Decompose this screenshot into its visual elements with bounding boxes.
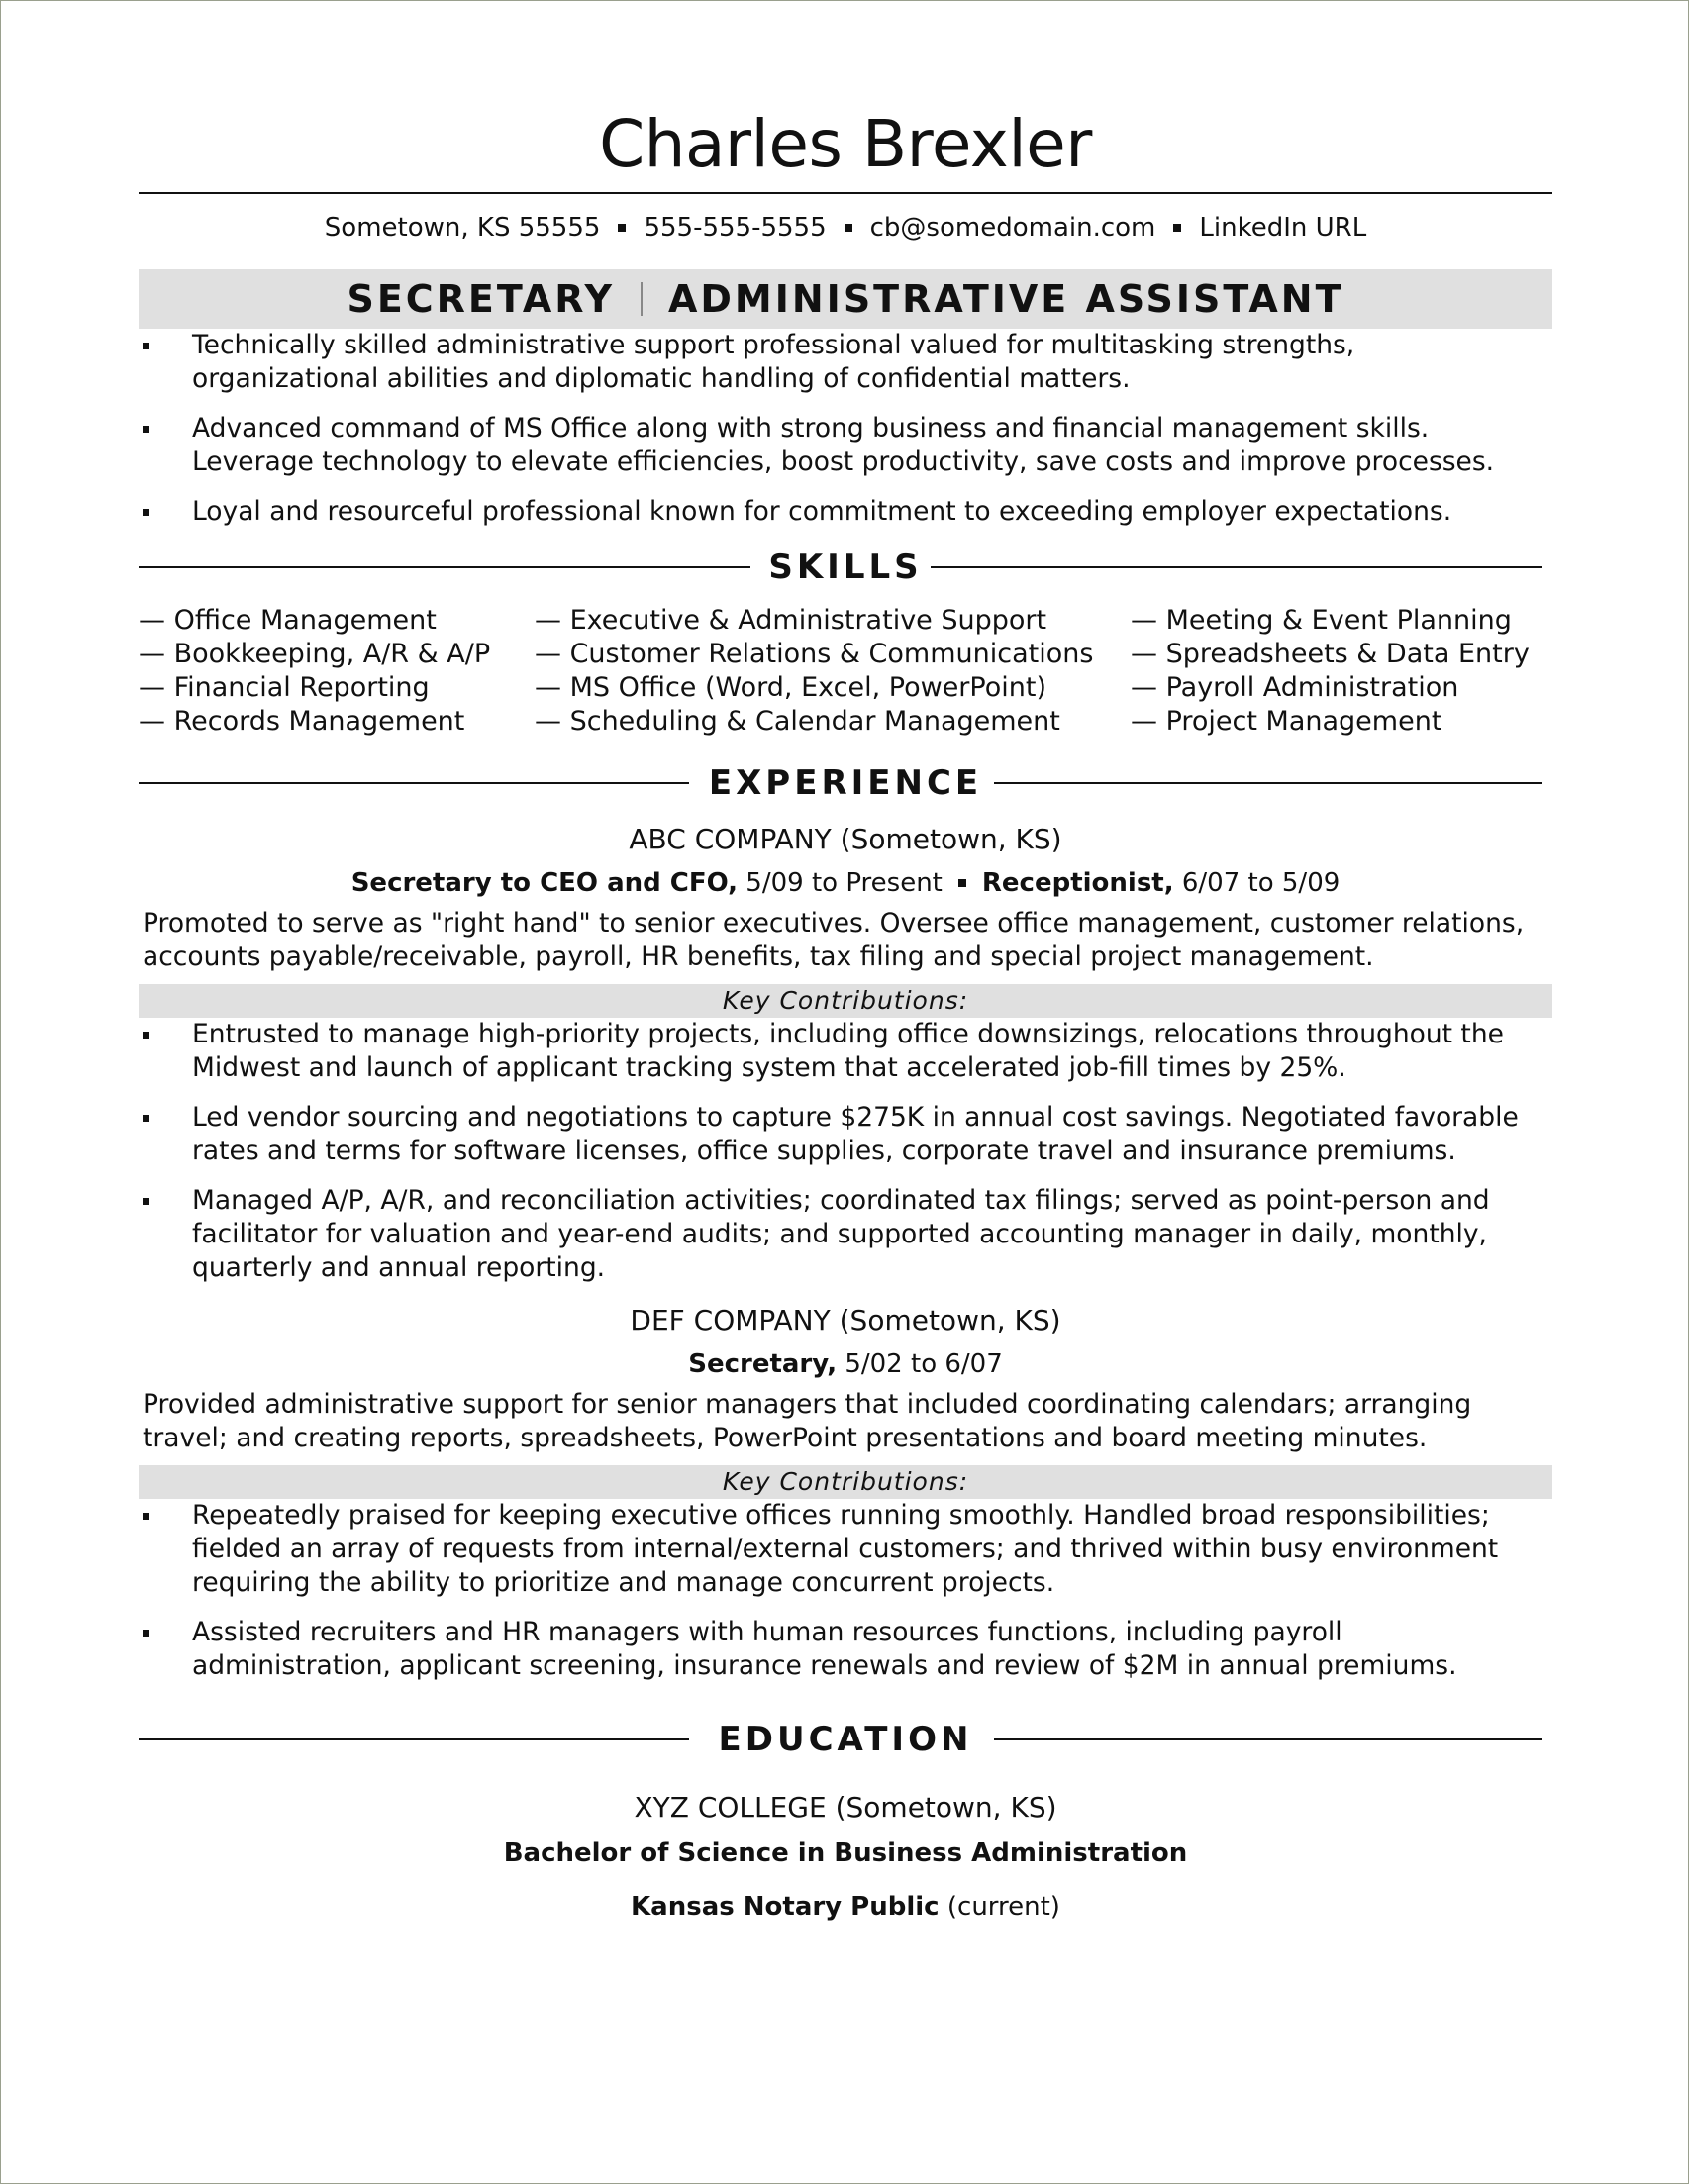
job-company: DEF COMPANY (Sometown, KS) (630, 1304, 1061, 1337)
role-dates: 5/09 to Present (738, 868, 943, 898)
role-title: Secretary to CEO and CFO, (350, 868, 739, 898)
bullet-square-icon (143, 1198, 149, 1205)
skill-item: — Meeting & Event Planning (1131, 605, 1512, 636)
skill-item: — Bookkeeping, A/R & A/P (139, 639, 491, 669)
skill-item: — MS Office (Word, Excel, PowerPoint) (535, 672, 1046, 703)
contact-phone: 555-555-5555 (644, 213, 827, 243)
title-divider (641, 282, 643, 316)
contribution-item: Managed A/P, A/R, and reconciliation activities; coordinated tax filings; served as point-person and facilitator for valuation and year-end audits; and supported accounting manager in daily, monthly, quarterly and annual reporting. (139, 1184, 1552, 1285)
contact-address: Sometown, KS 55555 (324, 213, 601, 243)
job-description: Promoted to serve as "right hand" to senior executives. Oversee office management, customer relations, accounts payable/receivable, payroll, HR benefits, tax filing and special project management. (143, 908, 1525, 972)
contact-line (139, 208, 1552, 248)
bullet-square-icon (143, 1513, 149, 1520)
contribution-item: Entrusted to manage high-priority projects, including office downsizings, relocations throughout the Midwest and launch of applicant tracking system that accelerated job-fill times by 25%. (139, 1018, 1552, 1085)
summary-list (139, 329, 1552, 529)
contribution-item: Led vendor sourcing and negotiations to capture $275K in annual cost savings. Negotiated favorable rates and terms for software licenses, office supplies, corporate travel and insurance premiums. (139, 1101, 1552, 1168)
job-roles (139, 1344, 1552, 1384)
contribution-item: Repeatedly praised for keeping executive offices running smoothly. Handled broad responsibilities; fielded an array of requests from internal/external customers; and thrived within busy environment requiring the ability to prioritize and manage concurrent projects. (139, 1499, 1552, 1600)
job-description: Provided administrative support for senior managers that included coordinating calendars; arranging travel; and creating reports, spreadsheets, PowerPoint presentations and board meeting minutes. (143, 1389, 1472, 1453)
skills-grid (139, 604, 1552, 739)
job-roles (139, 863, 1552, 903)
bullet-square-icon (143, 1032, 149, 1039)
candidate-name: Charles Brexler (599, 106, 1092, 182)
skill-item: — Spreadsheets & Data Entry (1131, 639, 1530, 669)
certification (139, 1887, 1552, 1927)
role-title: Receptionist, (981, 868, 1174, 898)
education-heading: EDUCATION (139, 1717, 1552, 1762)
education-degree: Bachelor of Science in Business Administration (503, 1838, 1188, 1868)
skill-item: — Office Management (139, 605, 437, 636)
summary-item: Technically skilled administrative support professional valued for multitasking strengths, organizational abilities and diplomatic handling of confidential matters. (139, 329, 1552, 396)
role-title: Secretary, (688, 1349, 838, 1379)
skill-item: — Payroll Administration (1131, 672, 1459, 703)
skill-item: — Customer Relations & Communications (535, 639, 1094, 669)
skill-item: — Financial Reporting (139, 672, 430, 703)
resume-page (139, 0, 1552, 1927)
summary-item: Loyal and resourceful professional known for commitment to exceeding employer expectations. (139, 495, 1552, 529)
bullet-square-icon (143, 509, 149, 516)
skills-column-3 (1131, 604, 1546, 739)
skill-item: — Scheduling & Calendar Management (535, 706, 1060, 737)
contributions-list (139, 1018, 1552, 1285)
skill-item: — Project Management (1131, 706, 1442, 737)
bullet-square-icon (143, 1630, 149, 1637)
certification-title: Kansas Notary Public (631, 1892, 940, 1922)
job-title-right: ADMINISTRATIVE ASSISTANT (667, 277, 1344, 321)
bullet-square-icon (143, 1115, 149, 1122)
certification-status: (current) (939, 1892, 1060, 1922)
skills-column-1 (139, 604, 535, 739)
key-contributions-label: Key Contributions: (139, 984, 1552, 1018)
skills-heading: SKILLS (139, 545, 1552, 590)
bullet-separator (844, 224, 852, 232)
skills-column-2 (535, 604, 1131, 739)
bullet-separator (1173, 224, 1181, 232)
education-school: XYZ COLLEGE (Sometown, KS) (634, 1791, 1057, 1824)
job-title-banner (139, 269, 1552, 329)
bullet-separator (618, 224, 626, 232)
job-title-left: SECRETARY (347, 277, 615, 321)
contribution-item: Assisted recruiters and HR managers with human resources functions, including payroll administration, applicant screening, insurance renewals and review of $2M in annual premiums. (139, 1616, 1552, 1683)
bullet-square-icon (143, 426, 149, 433)
bullet-separator (958, 879, 966, 887)
contributions-list (139, 1499, 1552, 1683)
contact-linkedin: LinkedIn URL (1199, 213, 1367, 243)
job-company: ABC COMPANY (Sometown, KS) (629, 823, 1062, 855)
bullet-square-icon (143, 343, 149, 349)
contact-email: cb@somedomain.com (869, 213, 1156, 243)
header-divider (139, 192, 1552, 194)
role-dates: 5/02 to 6/07 (837, 1349, 1003, 1379)
experience-heading: EXPERIENCE (139, 760, 1552, 806)
key-contributions-label: Key Contributions: (139, 1465, 1552, 1499)
skill-item: — Executive & Administrative Support (535, 605, 1047, 636)
role-dates: 6/07 to 5/09 (1173, 868, 1341, 898)
skill-item: — Records Management (139, 706, 465, 737)
summary-item: Advanced command of MS Office along with strong business and financial management skills. Leverage technology to elevate efficiencies, boost productivity, save costs and improve processes. (139, 412, 1552, 479)
